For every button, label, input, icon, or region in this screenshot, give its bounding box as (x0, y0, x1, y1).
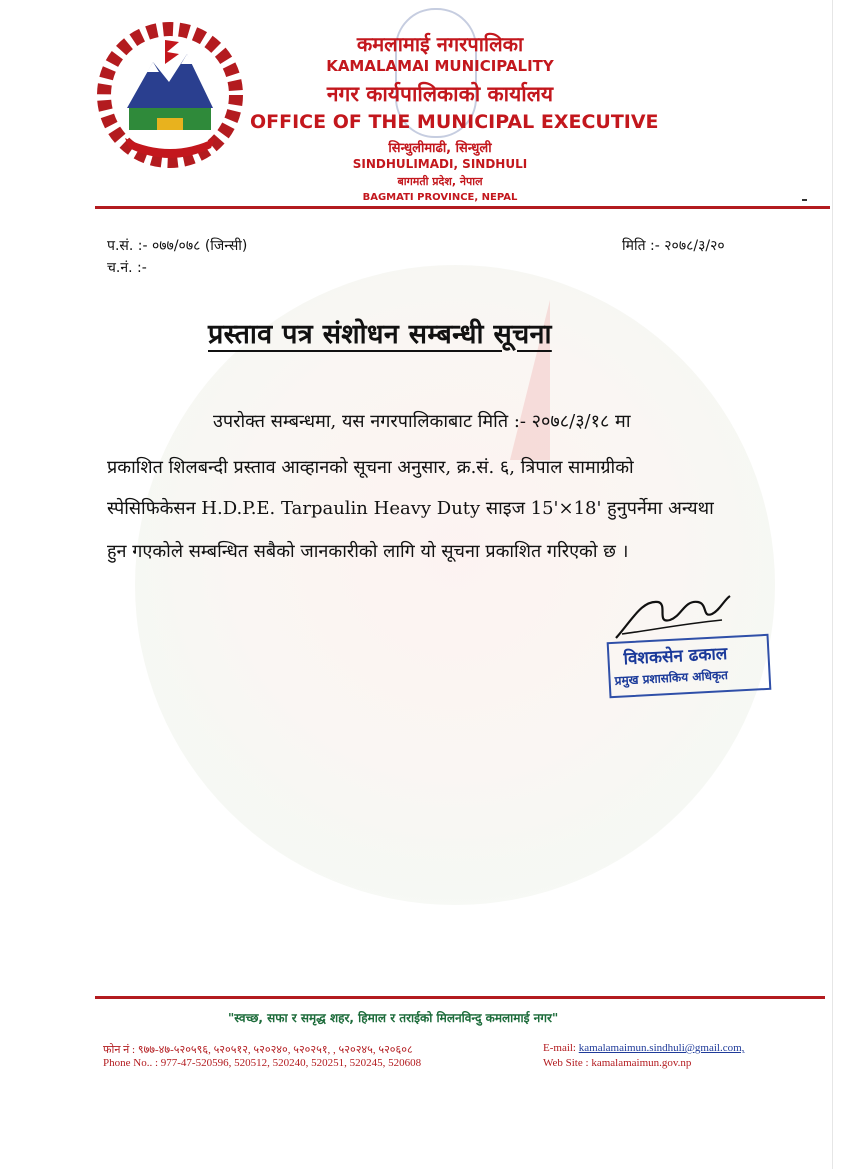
place-nepali: सिन्धुलीमाढी, सिन्धुली (388, 141, 492, 156)
website-link[interactable]: kamalamaimun.gov.np (591, 1057, 692, 1069)
letter-number: प.सं. :- ०७७/०७८ (जिन्सी) (107, 238, 248, 254)
notice-line: हुन गएकोले सम्बन्धित सबैको जानकारीको लागि यो सूचना प्रकाशित गरिएको छ । (107, 541, 629, 562)
watermark-logo (135, 265, 775, 905)
org-name-english: KAMALAMAI MUNICIPALITY (326, 57, 554, 75)
notice-title: प्रस्ताव पत्र संशोधन सम्बन्धी सूचना (208, 319, 552, 350)
official-seal (607, 634, 772, 698)
footer-motto: "स्वच्छ, सफा र समृद्ध शहर, हिमाल र तराईको मिलनविन्दु कमलामाई नगर" (228, 1011, 559, 1025)
nepal-emblem-icon (95, 20, 245, 170)
province-english: BAGMATI PROVINCE, NEPAL (362, 192, 518, 203)
phone-english: Phone No.. : 977-47-520596, 520512, 520240, 520251, 520245, 520608 (103, 1057, 422, 1069)
notice-line: स्पेसिफिकेसन H.D.P.E. Tarpaulin Heavy Duty साइज 15'×18' हुनुपर्नेमा अन्यथा (107, 498, 714, 519)
dispatch-number: च.नं. :- (107, 260, 147, 276)
notice-line: उपरोक्त सम्बन्धमा, यस नगरपालिकाबाट मिति :- २०७८/३/१८ मा (213, 411, 631, 432)
email-contact (543, 1042, 744, 1054)
office-name-nepali: नगर कार्यपालिकाको कार्यालय (326, 82, 554, 106)
signatory-designation: प्रमुख प्रशासकिय अधिकृत (614, 667, 729, 688)
office-name-english: OFFICE OF THE MUNICIPAL EXECUTIVE (250, 111, 659, 133)
email-link[interactable]: kamalamaimun.sindhuli@gmail.com, (578, 1042, 745, 1054)
website-contact (543, 1057, 691, 1069)
header-divider (95, 206, 830, 209)
email-label: E-mail: (543, 1042, 579, 1054)
place-english: SINDHULIMADI, SINDHULI (352, 157, 528, 171)
province-nepali: बागमती प्रदेश, नेपाल (397, 175, 483, 188)
margin-mark (802, 199, 807, 201)
website-label: Web Site : (543, 1057, 592, 1069)
letter-date: मिति :- २०७८/३/२० (622, 238, 725, 254)
org-name-nepali: कमलामाई नगरपालिका (356, 32, 524, 56)
page-edge (832, 0, 833, 1169)
signatory-name: विशकसेन ढकाल (623, 643, 728, 670)
phone-nepali: फोन नं : ९७७-४७-५२०५९६, ५२०५१२, ५२०२४०, ५२०२५१, , ५२०२४५, ५२०६०८ (103, 1044, 413, 1056)
notice-line: प्रकाशित शिलबन्दी प्रस्ताव आव्हानको सूचना अनुसार, क्र.सं. ६, त्रिपाल सामाग्रीको (107, 457, 634, 478)
footer-divider (95, 996, 825, 999)
